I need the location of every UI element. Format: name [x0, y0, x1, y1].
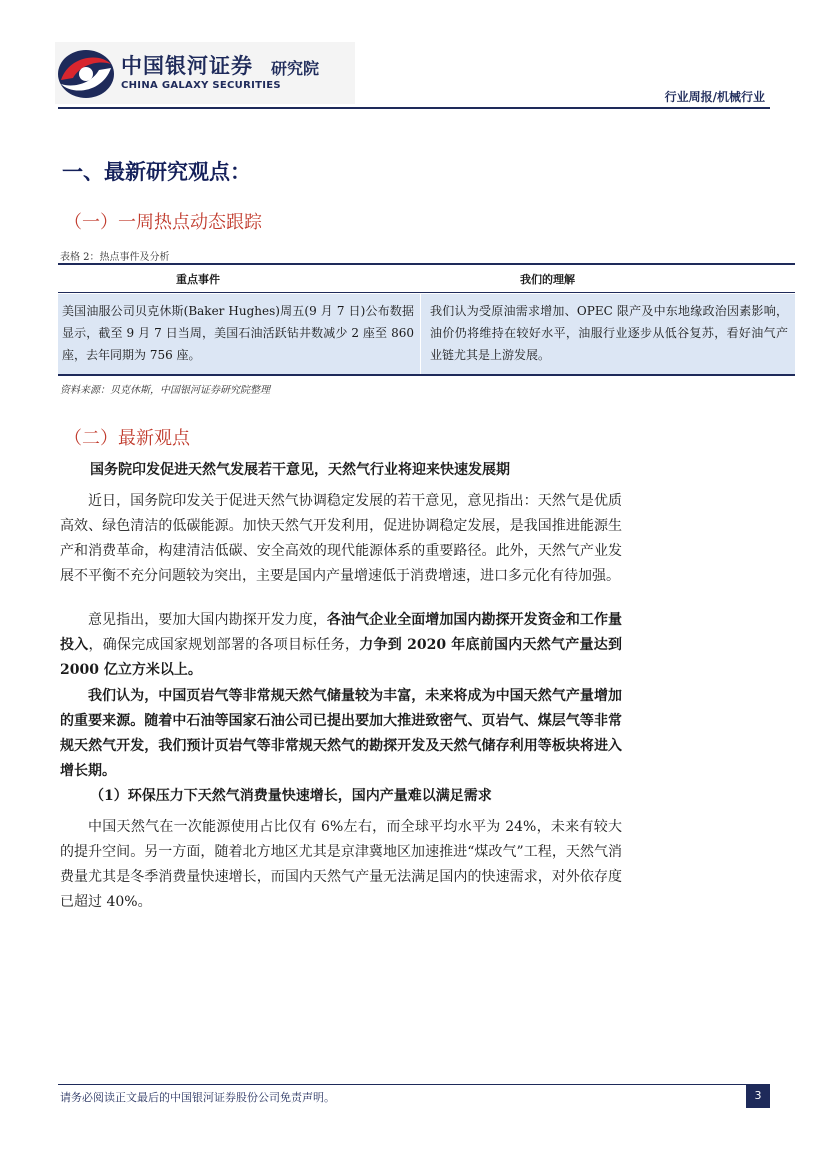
table-header-view: 我们的理解 [520, 273, 575, 286]
paragraph-3: 我们认为，中国页岩气等非常规天然气储量较为丰富，未来将成为中国天然气产量增加的重要来源。随着中石油等国家石油公司已提出要加大推进致密气、页岩气、煤层气等非常规天然气开发，我们预计页岩气等非常规天然气的勘探开发及天然气储存利用等板块将进入增长期。 [60, 688, 622, 779]
table-column-divider [420, 294, 421, 374]
footer-disclaimer: 请务必阅读正文最后的中国银河证券股份公司免责声明。 [60, 1091, 335, 1104]
report-type: 行业周报/机械行业 [664, 90, 765, 104]
paragraph-2-part-c: ，确保完成国家规划部署的各项目标任务， [88, 637, 360, 653]
table-header-rule [58, 292, 795, 293]
paragraph-2-part-d: 力争到 2020 年底前国内天然气产量达到 2000 亿立方米以上。 [60, 637, 623, 678]
section-title: 一、最新研究观点： [62, 159, 251, 184]
point-1-text: 中国天然气在一次能源使用占比仅有 6%左右，而全球平均水平为 24%，未来有较大的提升空间。另一方面，随着北方地区尤其是京津冀地区加速推进“煤改气”工程，天然气消费量尤其是冬季消费量快速增长，而国内天然气产量无法满足国内的快速需求，对外依存度已超过 40%。 [60, 819, 622, 910]
footer-divider [58, 1084, 770, 1085]
galaxy-logo-icon [55, 46, 117, 102]
table-source: 资料来源：贝克休斯，中国银河证券研究院整理 [60, 385, 270, 396]
table-header-row [58, 266, 795, 290]
table-caption: 表格 2：热点事件及分析 [60, 252, 170, 263]
point-1-title: （1）环保压力下天然气消费量快速增长，国内产量难以满足需求 [90, 788, 492, 804]
table-cell-view: 我们认为受原油需求增加、OPEC 限产及中东地缘政治因素影响，油价仍将维持在较好水平，油服行业逐步从低谷复苏，看好油气产业链尤其是上游发展。 [430, 304, 788, 362]
paragraph-2-part-a: 意见指出，要加大国内勘探开发力度， [88, 612, 327, 628]
table-cell-event: 美国油服公司贝克休斯(Baker Hughes)周五(9 月 7 日)公布数据显示，截至 9 月 7 日当周，美国石油活跃钻井数减少 2 座至 860 座，去年同期为 756 座。 [62, 304, 414, 362]
brand-institute: 研究院 [271, 59, 320, 78]
table-bottom-rule [58, 374, 795, 376]
table-header-event: 重点事件 [176, 273, 220, 286]
brand-name-cn: 中国银河证券 [121, 54, 253, 78]
headline: 国务院印发促进天然气发展若干意见，天然气行业将迎来快速发展期 [90, 462, 510, 478]
paragraph-2 [60, 608, 622, 683]
subsection-title-1: （一）一周热点动态跟踪 [64, 212, 262, 233]
paragraph-1: 近日，国务院印发关于促进天然气协调稳定发展的若干意见，意见指出：天然气是优质高效、绿色清洁的低碳能源。加快天然气开发利用，促进协调稳定发展，是我国推进能源生产和消费革命，构建清洁低碳、安全高效的现代能源体系的重要路径。此外，天然气产业发展不平衡不充分问题较为突出，主要是国内产量增速低于消费增速，进口多元化有待加强。 [60, 493, 622, 584]
paragraph-2-part-b: 各油气企业全面增加国内勘探开发资金和工作量投入 [60, 612, 623, 653]
brand-name-en: CHINA GALAXY SECURITIES [121, 80, 281, 91]
page-number: 3 [746, 1084, 770, 1108]
brand-logo [55, 42, 355, 104]
table-top-rule [58, 263, 795, 265]
subsection-title-2: （二）最新观点 [64, 428, 190, 449]
header-divider [58, 107, 770, 109]
